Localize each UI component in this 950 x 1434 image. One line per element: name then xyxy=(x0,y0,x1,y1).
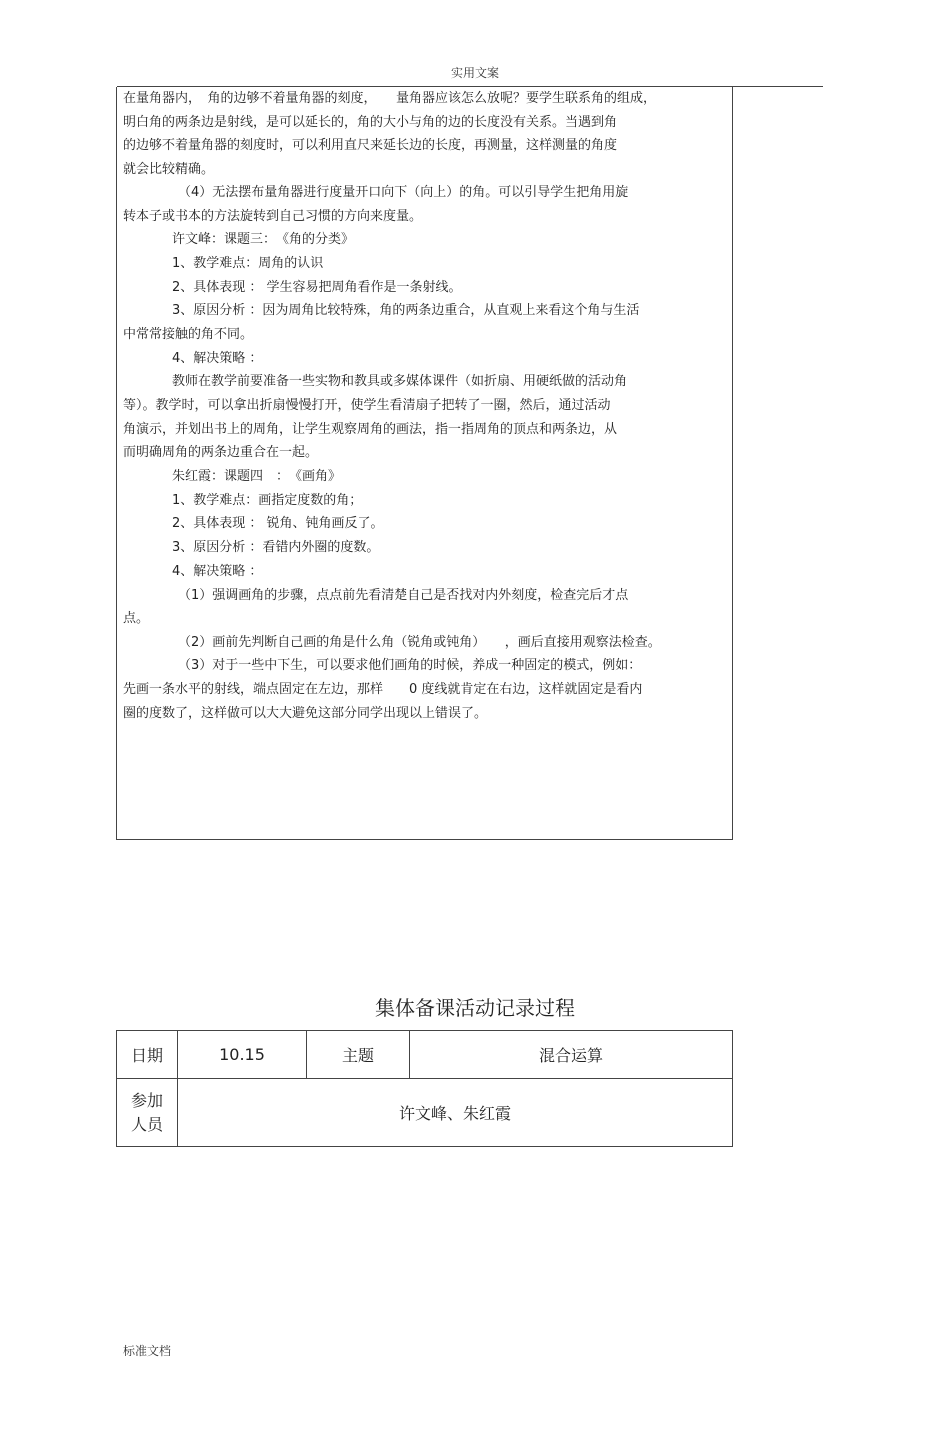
body-line: （1）强调画角的步骤，点点前先看清楚自己是否找对内外刻度，检查完后才点 xyxy=(178,588,629,603)
body-line: 2、具体表现 ： 锐角、钝角画反了。 xyxy=(172,516,384,531)
body-line: （4）无法摆布量角器进行度量开口向下（向上）的角。可以引导学生把角用旋 xyxy=(178,185,629,200)
body-line: 朱红霞：课题四 ： 《画角》 xyxy=(172,469,342,484)
record-table xyxy=(116,1030,733,1147)
record-row-participants xyxy=(117,1079,733,1147)
date-label: 日期 xyxy=(117,1031,178,1079)
body-line: （2）画前先判断自己画的角是什么角（锐角或钝角） ，画后直接用观察法检查。 xyxy=(178,635,661,650)
page-footer: 标准文档 xyxy=(123,1344,172,1358)
body-line: 3、原因分析 ：因为周角比较特殊，角的两条边重合，从直观上来看这个角与生活 xyxy=(172,303,640,318)
body-line: （3）对于一些中下生，可以要求他们画角的时候，养成一种固定的模式，例如： xyxy=(178,658,642,673)
record-title: 集体备课活动记录过程 xyxy=(375,996,575,1020)
body-line: 圈的度数了，这样做可以大大避免这部分同学出现以上错误了。 xyxy=(123,706,488,721)
body-line: 点。 xyxy=(123,611,150,626)
participants-value: 许文峰、朱红霞 xyxy=(178,1079,733,1147)
body-line: 而明确周角的两条边重合在一起。 xyxy=(123,445,319,460)
body-line: 就会比较精确。 xyxy=(123,162,215,177)
body-line: 中常常接触的角不同。 xyxy=(123,327,254,342)
body-line: 先画一条水平的射线，端点固定在左边，那样 0 度线就肯定在右边，这样就固定是看内 xyxy=(123,682,643,697)
body-line: 角演示，并划出书上的周角，让学生观察周角的画法，指一指周角的顶点和两条边，从 xyxy=(123,422,618,437)
topic-label: 主题 xyxy=(307,1031,410,1079)
page-header: 实用文案 xyxy=(450,66,499,80)
body-line: 4、解决策略 ： xyxy=(172,351,263,366)
body-line: 明白角的两条边是射线，是可以延长的，角的大小与角的边的长度没有关系。当遇到角 xyxy=(123,115,618,130)
topic-value: 混合运算 xyxy=(410,1031,733,1079)
body-line: 许文峰：课题三： 《角的分类》 xyxy=(172,232,355,247)
body-line: 2、具体表现 ： 学生容易把周角看作是一条射线。 xyxy=(172,280,462,295)
date-value: 10.15 xyxy=(178,1031,307,1079)
body-line: 1、教学难点：画指定度数的角； xyxy=(172,493,363,508)
body-line: 教师在教学前要准备一些实物和教具或多媒体课件（如折扇、用硬纸做的活动角 xyxy=(172,374,628,389)
record-row-date xyxy=(117,1031,733,1079)
body-line: 转本子或书本的方法旋转到自己习惯的方向来度量。 xyxy=(123,209,423,224)
body-line: 的边够不着量角器的刻度时，可以利用直尺来延长边的长度，再测量，这样测量的角度 xyxy=(123,138,618,153)
body-line: 在量角器内， 角的边够不着量角器的刻度， 量角器应该怎么放呢？要学生联系角的组成， xyxy=(123,91,657,106)
body-line: 4、解决策略 ： xyxy=(172,564,263,579)
participants-label: 参加人员 xyxy=(117,1079,178,1147)
body-line: 等）。教学时，可以拿出折扇慢慢打开，使学生看清扇子把转了一圈，然后，通过活动 xyxy=(123,398,611,413)
body-line: 1、教学难点：周角的认识 xyxy=(172,256,324,271)
body-line: 3、原因分析 ：看错内外圈的度数。 xyxy=(172,540,380,555)
